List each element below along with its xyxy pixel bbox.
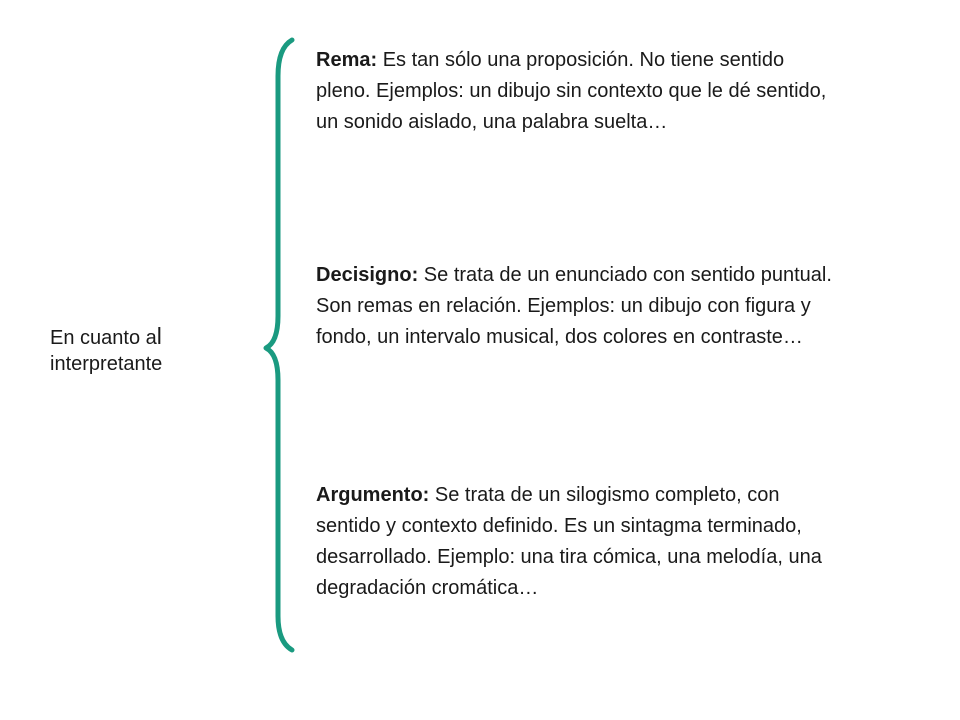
category-label	[50, 323, 210, 377]
category-label-line1: En cuanto a	[50, 327, 157, 349]
entry-text: Se trata de un enunciado con sentido puntual. Son remas en relación. Ejemplos: un dibujo con figura y fondo, un intervalo musical, dos colores en contraste…	[316, 264, 832, 348]
entry-term: Decisigno:	[316, 264, 419, 286]
entry-rema	[316, 45, 836, 138]
entry-term: Rema:	[316, 49, 378, 71]
entry-text: Se trata de un silogismo completo, con sentido y contexto definido. Es un sintagma terminado, desarrollado. Ejemplo: una tira cómica, una melodía, una degradación cromática…	[316, 484, 822, 599]
category-label-line1-end: l	[156, 323, 162, 349]
entry-text: Es tan sólo una proposición. No tiene sentido pleno. Ejemplos: un dibujo sin contexto que le dé sentido, un sonido aislado, una palabra suelta…	[316, 49, 827, 133]
curly-brace	[262, 36, 302, 654]
entry-decisigno	[316, 260, 836, 353]
entry-argumento	[316, 480, 836, 604]
category-label-line2: interpretante	[50, 353, 163, 375]
entry-term: Argumento:	[316, 484, 430, 506]
